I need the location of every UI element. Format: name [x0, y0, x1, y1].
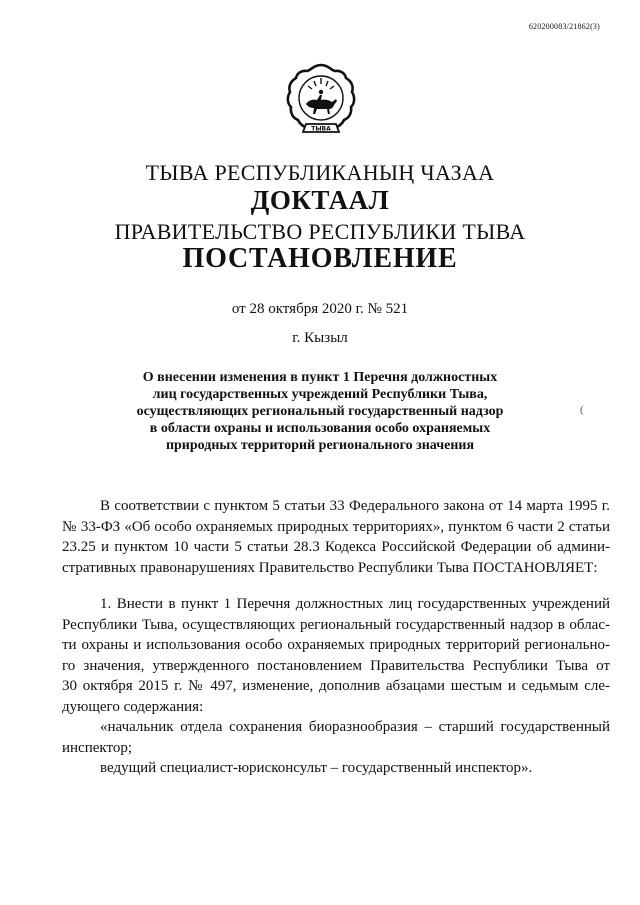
paragraph-line: 30 октября 2015 г. № 497, изменение, дополнив абзацами шестым и седьмым сле- [62, 678, 610, 694]
tyva-emblem-icon [284, 62, 358, 144]
paragraph-line: ти охраны и использования особо охраняемых природных территорий регионально- [62, 637, 610, 653]
paragraph-line: Республики Тыва, осуществляющих региональный государственный надзор в облас- [62, 616, 610, 633]
emblem-label: ТЫВА [311, 125, 331, 133]
russian-government-heading: ПРАВИТЕЛЬСТВО РЕСПУБЛИКИ ТЫВА [114, 219, 526, 244]
tyva-government-heading: ТЫВА РЕСПУБЛИКАНЫҢ ЧАЗАА [145, 160, 495, 185]
clause-1-paragraph [62, 594, 610, 779]
decree-title [100, 369, 540, 454]
title-line: в области охраны и использования особо охраняемых [149, 421, 491, 436]
paragraph-line: № 33-ФЗ «Об особо охраняемых природных территориях», пунктом 6 части 2 статьи [62, 518, 610, 535]
paragraph-line: В соответствии с пунктом 5 статьи 33 Федерального закона от 14 марта 1995 г. [100, 498, 610, 514]
title-line: лиц государственных учреждений Республики Тыва, [152, 387, 488, 402]
quoted-line: ведущий специалист-юрисконсульт – государственный инспектор». [100, 760, 533, 776]
margin-mark: ( [580, 404, 584, 416]
paragraph-line: 23.25 и пунктом 10 части 5 статьи 28.3 Кодекса Российской Федерации об админи- [62, 539, 610, 555]
paragraph-line: дующего содержания: [62, 698, 204, 715]
preamble-paragraph [62, 496, 610, 578]
tyva-decree-heading: ДОКТААЛ [250, 185, 390, 215]
title-line: О внесении изменения в пункт 1 Перечня должностных [142, 370, 498, 385]
quoted-line: «начальник отдела сохранения биоразнообразия – старший государственный [100, 719, 610, 735]
title-line: осуществляющих региональный государственный надзор [136, 404, 504, 419]
quoted-line: инспектор; [62, 739, 133, 756]
document-number: 620200083/21862(3) [528, 22, 600, 31]
title-line: природных территорий регионального значения [165, 438, 475, 453]
decree-city: г. Кызыл [292, 330, 348, 346]
decree-date-number: от 28 октября 2020 г. № 521 [231, 301, 409, 317]
paragraph-line: стративных правонарушениях Правительство Республики Тыва ПОСТАНОВЛЯЕТ: [62, 559, 598, 576]
paragraph-line: 1. Внести в пункт 1 Перечня должностных лиц государственных учреждений [100, 596, 610, 612]
paragraph-line: го значения, утвержденного постановлением Правительства Республики Тыва от [62, 657, 610, 674]
russian-decree-heading: ПОСТАНОВЛЕНИЕ [182, 243, 458, 274]
